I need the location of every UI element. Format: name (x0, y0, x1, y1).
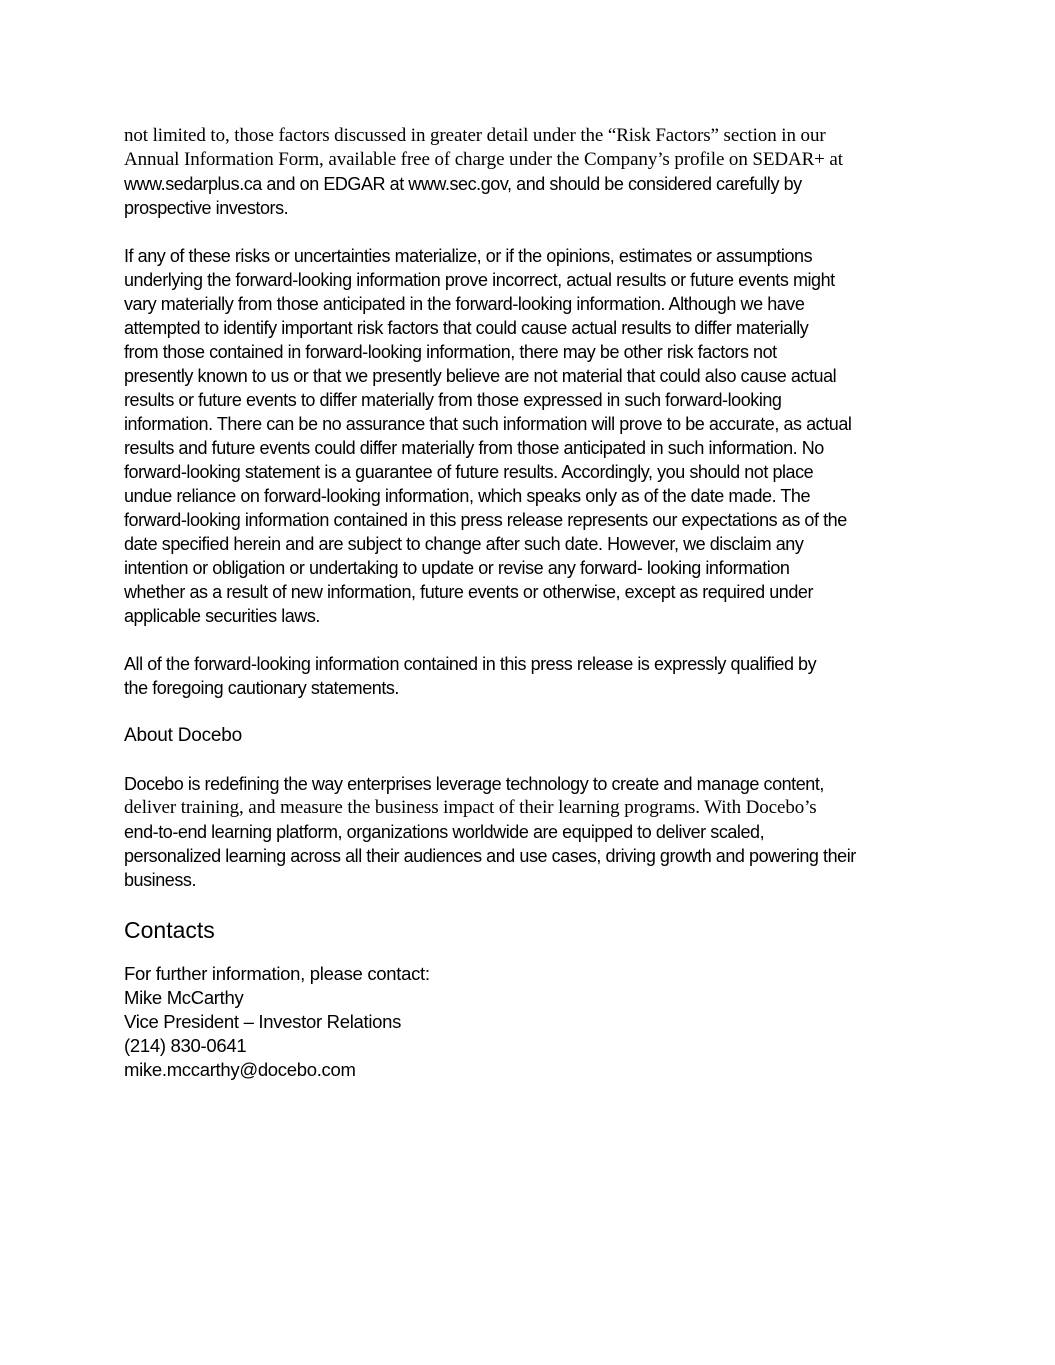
paragraph-line: undue reliance on forward-looking information, which speaks only as of the date made. The (124, 486, 811, 506)
document-page (124, 124, 934, 1082)
contact-email: mike.mccarthy@docebo.com (124, 1059, 356, 1080)
paragraph-line: applicable securities laws. (124, 606, 320, 626)
paragraph-line: If any of these risks or uncertainties materialize, or if the opinions, estimates or assumptions (124, 246, 813, 266)
paragraph-line: results or future events to differ materially from those expressed in such forward-looking (124, 390, 782, 410)
paragraph-line: www.sedarplus.ca and on EDGAR at www.sec.gov, and should be considered carefully by (124, 174, 802, 194)
risk-materialize-paragraph (124, 244, 934, 628)
paragraph-line: deliver training, and measure the business impact of their learning programs. With Docebo’s (124, 797, 817, 818)
paragraph-line: prospective investors. (124, 198, 289, 218)
paragraph-line: information. There can be no assurance that such information will prove to be accurate, as actual (124, 414, 852, 434)
contact-block (124, 962, 934, 1082)
contact-phone: (214) 830-0641 (124, 1035, 247, 1056)
paragraph-line: vary materially from those anticipated in the forward-looking information. Although we have (124, 294, 805, 314)
paragraph-line: not limited to, those factors discussed in greater detail under the “Risk Factors” section in our (124, 125, 826, 146)
paragraph-line: end-to-end learning platform, organizations worldwide are equipped to deliver scaled, (124, 822, 765, 842)
about-heading: About Docebo (124, 725, 243, 746)
about-paragraph (124, 772, 934, 892)
risk-factors-paragraph (124, 124, 934, 220)
contacts-heading: Contacts (124, 917, 215, 943)
paragraph-line: date specified herein and are subject to change after such date. However, we disclaim any (124, 534, 804, 554)
paragraph-line: underlying the forward-looking information prove incorrect, actual results or future events might (124, 270, 835, 290)
paragraph-line: Docebo is redefining the way enterprises leverage technology to create and manage content, (124, 774, 824, 794)
paragraph-line: All of the forward-looking information contained in this press release is expressly qualified by (124, 654, 817, 674)
paragraph-line: attempted to identify important risk factors that could cause actual results to differ materially (124, 318, 809, 338)
contact-intro: For further information, please contact: (124, 963, 430, 984)
paragraph-line: forward-looking statement is a guarantee of future results. Accordingly, you should not place (124, 462, 814, 482)
paragraph-line: Annual Information Form, available free of charge under the Company’s profile on SEDAR+ at (124, 149, 843, 170)
paragraph-line: personalized learning across all their audiences and use cases, driving growth and powering their (124, 846, 856, 866)
paragraph-line: presently known to us or that we presently believe are not material that could also cause actual (124, 366, 837, 386)
paragraph-line: forward-looking information contained in this press release represents our expectations as of the (124, 510, 847, 530)
paragraph-line: business. (124, 870, 196, 890)
paragraph-line: from those contained in forward-looking information, there may be other risk factors not (124, 342, 777, 362)
qualified-statement-paragraph (124, 652, 934, 700)
paragraph-line: results and future events could differ materially from those anticipated in such information. No (124, 438, 824, 458)
contact-name: Mike McCarthy (124, 987, 244, 1008)
paragraph-line: intention or obligation or undertaking to update or revise any forward- looking information (124, 558, 790, 578)
paragraph-line: the foregoing cautionary statements. (124, 678, 399, 698)
contact-title: Vice President – Investor Relations (124, 1011, 402, 1032)
paragraph-line: whether as a result of new information, future events or otherwise, except as required under (124, 582, 813, 602)
